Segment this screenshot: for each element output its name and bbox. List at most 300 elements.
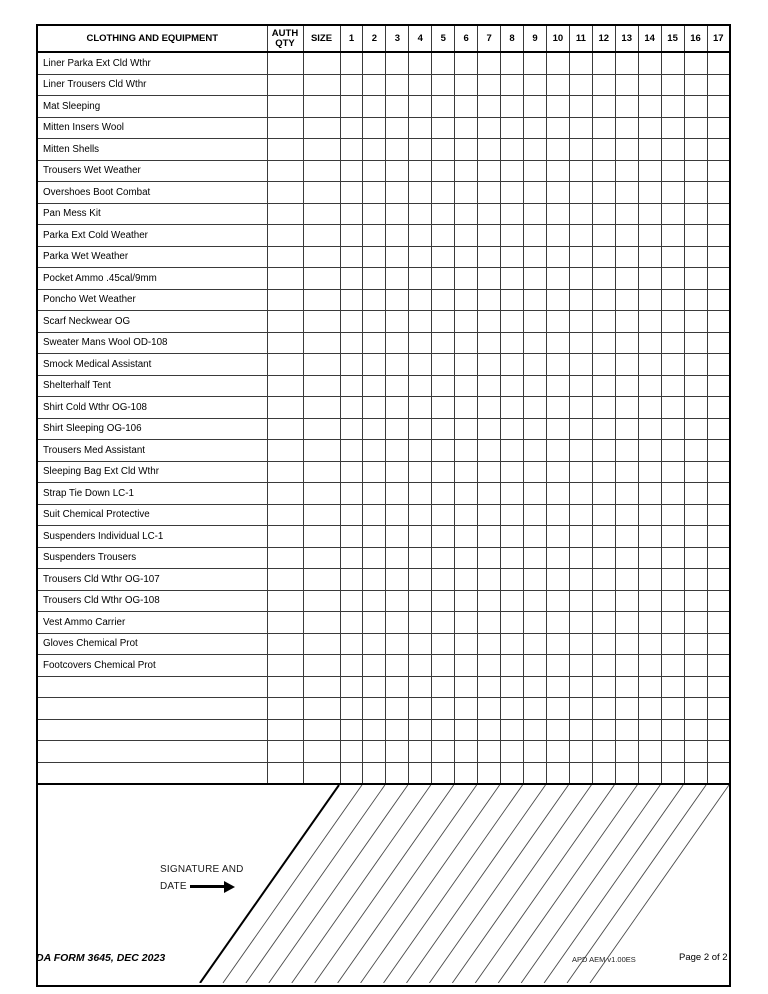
day-cell[interactable]: [707, 375, 730, 397]
day-cell[interactable]: [478, 483, 501, 505]
day-cell[interactable]: [546, 160, 569, 182]
day-cell[interactable]: [707, 74, 730, 96]
day-cell[interactable]: [707, 719, 730, 741]
day-cell[interactable]: [455, 461, 478, 483]
day-cell[interactable]: [501, 52, 524, 74]
day-cell[interactable]: [524, 719, 547, 741]
day-cell[interactable]: [661, 655, 684, 677]
day-cell[interactable]: [524, 74, 547, 96]
day-cell[interactable]: [524, 246, 547, 268]
day-cell[interactable]: [409, 440, 432, 462]
day-cell[interactable]: [386, 354, 409, 376]
day-cell[interactable]: [684, 246, 707, 268]
day-cell[interactable]: [592, 483, 615, 505]
day-cell[interactable]: [592, 569, 615, 591]
day-cell[interactable]: [501, 246, 524, 268]
day-cell[interactable]: [661, 225, 684, 247]
day-cell[interactable]: [592, 74, 615, 96]
day-cell[interactable]: [615, 311, 638, 333]
day-cell[interactable]: [661, 590, 684, 612]
day-cell[interactable]: [615, 526, 638, 548]
day-cell[interactable]: [569, 397, 592, 419]
day-cell[interactable]: [524, 289, 547, 311]
day-cell[interactable]: [409, 311, 432, 333]
day-cell[interactable]: [501, 160, 524, 182]
day-cell[interactable]: [638, 762, 661, 784]
day-cell[interactable]: [432, 526, 455, 548]
day-cell[interactable]: [592, 397, 615, 419]
day-cell[interactable]: [638, 354, 661, 376]
day-cell[interactable]: [432, 440, 455, 462]
day-cell[interactable]: [546, 526, 569, 548]
day-cell[interactable]: [546, 461, 569, 483]
day-cell[interactable]: [409, 225, 432, 247]
day-cell[interactable]: [638, 375, 661, 397]
size-cell[interactable]: [303, 397, 340, 419]
day-cell[interactable]: [592, 741, 615, 763]
size-cell[interactable]: [303, 633, 340, 655]
day-cell[interactable]: [478, 418, 501, 440]
day-cell[interactable]: [546, 289, 569, 311]
day-cell[interactable]: [409, 203, 432, 225]
day-cell[interactable]: [363, 612, 386, 634]
day-cell[interactable]: [363, 569, 386, 591]
day-cell[interactable]: [432, 139, 455, 161]
day-cell[interactable]: [386, 268, 409, 290]
day-cell[interactable]: [592, 762, 615, 784]
day-cell[interactable]: [615, 74, 638, 96]
day-cell[interactable]: [661, 612, 684, 634]
day-cell[interactable]: [546, 397, 569, 419]
day-cell[interactable]: [615, 332, 638, 354]
day-cell[interactable]: [363, 268, 386, 290]
day-cell[interactable]: [455, 246, 478, 268]
day-cell[interactable]: [386, 160, 409, 182]
size-cell[interactable]: [303, 375, 340, 397]
auth-qty-cell[interactable]: [267, 246, 303, 268]
day-cell[interactable]: [478, 311, 501, 333]
day-cell[interactable]: [524, 160, 547, 182]
day-cell[interactable]: [409, 52, 432, 74]
day-cell[interactable]: [409, 182, 432, 204]
day-cell[interactable]: [363, 504, 386, 526]
day-cell[interactable]: [432, 418, 455, 440]
day-cell[interactable]: [707, 397, 730, 419]
day-cell[interactable]: [592, 633, 615, 655]
day-cell[interactable]: [569, 461, 592, 483]
day-cell[interactable]: [638, 633, 661, 655]
size-cell[interactable]: [303, 74, 340, 96]
day-cell[interactable]: [363, 160, 386, 182]
day-cell[interactable]: [386, 569, 409, 591]
day-cell[interactable]: [409, 246, 432, 268]
day-cell[interactable]: [455, 96, 478, 118]
day-cell[interactable]: [363, 246, 386, 268]
auth-qty-cell[interactable]: [267, 52, 303, 74]
day-cell[interactable]: [409, 160, 432, 182]
day-cell[interactable]: [546, 139, 569, 161]
day-cell[interactable]: [569, 719, 592, 741]
day-cell[interactable]: [478, 440, 501, 462]
day-cell[interactable]: [569, 483, 592, 505]
day-cell[interactable]: [615, 418, 638, 440]
day-cell[interactable]: [478, 74, 501, 96]
day-cell[interactable]: [501, 698, 524, 720]
day-cell[interactable]: [592, 246, 615, 268]
day-cell[interactable]: [432, 719, 455, 741]
day-cell[interactable]: [340, 182, 363, 204]
day-cell[interactable]: [546, 612, 569, 634]
day-cell[interactable]: [432, 375, 455, 397]
day-cell[interactable]: [615, 741, 638, 763]
day-cell[interactable]: [455, 418, 478, 440]
day-cell[interactable]: [340, 52, 363, 74]
day-cell[interactable]: [340, 612, 363, 634]
day-cell[interactable]: [432, 332, 455, 354]
day-cell[interactable]: [638, 225, 661, 247]
day-cell[interactable]: [432, 203, 455, 225]
day-cell[interactable]: [524, 741, 547, 763]
day-cell[interactable]: [386, 182, 409, 204]
day-cell[interactable]: [409, 698, 432, 720]
day-cell[interactable]: [684, 268, 707, 290]
day-cell[interactable]: [661, 483, 684, 505]
size-cell[interactable]: [303, 440, 340, 462]
size-cell[interactable]: [303, 612, 340, 634]
day-cell[interactable]: [386, 612, 409, 634]
auth-qty-cell[interactable]: [267, 569, 303, 591]
day-cell[interactable]: [455, 440, 478, 462]
day-cell[interactable]: [592, 655, 615, 677]
day-cell[interactable]: [684, 569, 707, 591]
day-cell[interactable]: [592, 160, 615, 182]
day-cell[interactable]: [340, 117, 363, 139]
day-cell[interactable]: [684, 225, 707, 247]
day-cell[interactable]: [661, 504, 684, 526]
day-cell[interactable]: [455, 139, 478, 161]
day-cell[interactable]: [432, 268, 455, 290]
day-cell[interactable]: [501, 139, 524, 161]
day-cell[interactable]: [432, 52, 455, 74]
day-cell[interactable]: [546, 117, 569, 139]
day-cell[interactable]: [363, 719, 386, 741]
day-cell[interactable]: [363, 225, 386, 247]
day-cell[interactable]: [684, 289, 707, 311]
day-cell[interactable]: [340, 268, 363, 290]
day-cell[interactable]: [340, 74, 363, 96]
day-cell[interactable]: [524, 633, 547, 655]
day-cell[interactable]: [615, 569, 638, 591]
day-cell[interactable]: [409, 139, 432, 161]
day-cell[interactable]: [638, 139, 661, 161]
day-cell[interactable]: [363, 676, 386, 698]
day-cell[interactable]: [615, 139, 638, 161]
day-cell[interactable]: [546, 741, 569, 763]
day-cell[interactable]: [661, 203, 684, 225]
day-cell[interactable]: [478, 332, 501, 354]
day-cell[interactable]: [501, 332, 524, 354]
day-cell[interactable]: [615, 719, 638, 741]
day-cell[interactable]: [569, 203, 592, 225]
day-cell[interactable]: [363, 52, 386, 74]
day-cell[interactable]: [661, 569, 684, 591]
day-cell[interactable]: [363, 633, 386, 655]
day-cell[interactable]: [340, 762, 363, 784]
day-cell[interactable]: [592, 139, 615, 161]
day-cell[interactable]: [707, 268, 730, 290]
day-cell[interactable]: [661, 117, 684, 139]
day-cell[interactable]: [569, 612, 592, 634]
day-cell[interactable]: [592, 182, 615, 204]
day-cell[interactable]: [478, 547, 501, 569]
day-cell[interactable]: [707, 117, 730, 139]
auth-qty-cell[interactable]: [267, 182, 303, 204]
day-cell[interactable]: [546, 375, 569, 397]
size-cell[interactable]: [303, 719, 340, 741]
day-cell[interactable]: [707, 676, 730, 698]
day-cell[interactable]: [363, 741, 386, 763]
size-cell[interactable]: [303, 246, 340, 268]
day-cell[interactable]: [340, 418, 363, 440]
day-cell[interactable]: [340, 139, 363, 161]
day-cell[interactable]: [524, 483, 547, 505]
day-cell[interactable]: [386, 203, 409, 225]
day-cell[interactable]: [615, 547, 638, 569]
day-cell[interactable]: [501, 461, 524, 483]
day-cell[interactable]: [638, 547, 661, 569]
day-cell[interactable]: [340, 698, 363, 720]
day-cell[interactable]: [455, 762, 478, 784]
day-cell[interactable]: [707, 246, 730, 268]
day-cell[interactable]: [615, 52, 638, 74]
day-cell[interactable]: [363, 655, 386, 677]
size-cell[interactable]: [303, 96, 340, 118]
day-cell[interactable]: [592, 289, 615, 311]
day-cell[interactable]: [569, 676, 592, 698]
day-cell[interactable]: [340, 246, 363, 268]
day-cell[interactable]: [638, 117, 661, 139]
day-cell[interactable]: [661, 440, 684, 462]
day-cell[interactable]: [546, 182, 569, 204]
day-cell[interactable]: [478, 139, 501, 161]
day-cell[interactable]: [432, 311, 455, 333]
day-cell[interactable]: [340, 483, 363, 505]
day-cell[interactable]: [592, 96, 615, 118]
day-cell[interactable]: [386, 332, 409, 354]
day-cell[interactable]: [707, 96, 730, 118]
auth-qty-cell[interactable]: [267, 547, 303, 569]
auth-qty-cell[interactable]: [267, 289, 303, 311]
day-cell[interactable]: [501, 569, 524, 591]
size-cell[interactable]: [303, 117, 340, 139]
day-cell[interactable]: [501, 289, 524, 311]
day-cell[interactable]: [455, 160, 478, 182]
day-cell[interactable]: [478, 182, 501, 204]
day-cell[interactable]: [501, 418, 524, 440]
day-cell[interactable]: [546, 268, 569, 290]
day-cell[interactable]: [684, 504, 707, 526]
day-cell[interactable]: [546, 418, 569, 440]
day-cell[interactable]: [615, 375, 638, 397]
day-cell[interactable]: [455, 483, 478, 505]
day-cell[interactable]: [501, 117, 524, 139]
day-cell[interactable]: [524, 590, 547, 612]
day-cell[interactable]: [478, 397, 501, 419]
auth-qty-cell[interactable]: [267, 74, 303, 96]
day-cell[interactable]: [707, 52, 730, 74]
day-cell[interactable]: [707, 418, 730, 440]
day-cell[interactable]: [615, 397, 638, 419]
day-cell[interactable]: [707, 160, 730, 182]
day-cell[interactable]: [661, 311, 684, 333]
day-cell[interactable]: [524, 569, 547, 591]
auth-qty-cell[interactable]: [267, 719, 303, 741]
day-cell[interactable]: [501, 96, 524, 118]
day-cell[interactable]: [432, 397, 455, 419]
day-cell[interactable]: [615, 268, 638, 290]
size-cell[interactable]: [303, 526, 340, 548]
day-cell[interactable]: [638, 719, 661, 741]
day-cell[interactable]: [386, 504, 409, 526]
day-cell[interactable]: [340, 461, 363, 483]
day-cell[interactable]: [592, 698, 615, 720]
day-cell[interactable]: [592, 311, 615, 333]
day-cell[interactable]: [707, 504, 730, 526]
day-cell[interactable]: [432, 182, 455, 204]
size-cell[interactable]: [303, 289, 340, 311]
day-cell[interactable]: [386, 311, 409, 333]
day-cell[interactable]: [707, 569, 730, 591]
auth-qty-cell[interactable]: [267, 461, 303, 483]
day-cell[interactable]: [363, 547, 386, 569]
day-cell[interactable]: [340, 160, 363, 182]
day-cell[interactable]: [501, 762, 524, 784]
day-cell[interactable]: [478, 655, 501, 677]
day-cell[interactable]: [455, 504, 478, 526]
day-cell[interactable]: [546, 547, 569, 569]
day-cell[interactable]: [409, 483, 432, 505]
day-cell[interactable]: [386, 762, 409, 784]
day-cell[interactable]: [615, 289, 638, 311]
day-cell[interactable]: [363, 289, 386, 311]
day-cell[interactable]: [661, 633, 684, 655]
auth-qty-cell[interactable]: [267, 590, 303, 612]
day-cell[interactable]: [661, 461, 684, 483]
day-cell[interactable]: [684, 139, 707, 161]
day-cell[interactable]: [409, 655, 432, 677]
size-cell[interactable]: [303, 547, 340, 569]
day-cell[interactable]: [340, 225, 363, 247]
day-cell[interactable]: [501, 547, 524, 569]
day-cell[interactable]: [363, 483, 386, 505]
auth-qty-cell[interactable]: [267, 311, 303, 333]
day-cell[interactable]: [409, 633, 432, 655]
day-cell[interactable]: [363, 182, 386, 204]
day-cell[interactable]: [386, 655, 409, 677]
day-cell[interactable]: [432, 225, 455, 247]
day-cell[interactable]: [478, 268, 501, 290]
day-cell[interactable]: [707, 612, 730, 634]
day-cell[interactable]: [546, 74, 569, 96]
day-cell[interactable]: [501, 203, 524, 225]
day-cell[interactable]: [615, 203, 638, 225]
day-cell[interactable]: [501, 633, 524, 655]
day-cell[interactable]: [386, 440, 409, 462]
day-cell[interactable]: [684, 375, 707, 397]
day-cell[interactable]: [363, 526, 386, 548]
size-cell[interactable]: [303, 52, 340, 74]
day-cell[interactable]: [409, 289, 432, 311]
day-cell[interactable]: [707, 182, 730, 204]
day-cell[interactable]: [524, 676, 547, 698]
day-cell[interactable]: [501, 504, 524, 526]
day-cell[interactable]: [546, 633, 569, 655]
day-cell[interactable]: [661, 268, 684, 290]
day-cell[interactable]: [455, 397, 478, 419]
day-cell[interactable]: [432, 74, 455, 96]
day-cell[interactable]: [455, 354, 478, 376]
day-cell[interactable]: [363, 762, 386, 784]
day-cell[interactable]: [409, 569, 432, 591]
day-cell[interactable]: [455, 612, 478, 634]
day-cell[interactable]: [684, 655, 707, 677]
day-cell[interactable]: [386, 96, 409, 118]
day-cell[interactable]: [340, 526, 363, 548]
day-cell[interactable]: [478, 612, 501, 634]
day-cell[interactable]: [524, 461, 547, 483]
day-cell[interactable]: [340, 96, 363, 118]
day-cell[interactable]: [455, 633, 478, 655]
day-cell[interactable]: [661, 246, 684, 268]
day-cell[interactable]: [409, 96, 432, 118]
day-cell[interactable]: [707, 633, 730, 655]
day-cell[interactable]: [386, 418, 409, 440]
day-cell[interactable]: [432, 633, 455, 655]
day-cell[interactable]: [340, 332, 363, 354]
day-cell[interactable]: [615, 182, 638, 204]
day-cell[interactable]: [661, 52, 684, 74]
day-cell[interactable]: [707, 289, 730, 311]
day-cell[interactable]: [386, 246, 409, 268]
auth-qty-cell[interactable]: [267, 160, 303, 182]
day-cell[interactable]: [546, 203, 569, 225]
day-cell[interactable]: [478, 698, 501, 720]
day-cell[interactable]: [524, 612, 547, 634]
day-cell[interactable]: [386, 74, 409, 96]
day-cell[interactable]: [592, 719, 615, 741]
day-cell[interactable]: [615, 117, 638, 139]
day-cell[interactable]: [661, 289, 684, 311]
day-cell[interactable]: [638, 440, 661, 462]
day-cell[interactable]: [386, 397, 409, 419]
day-cell[interactable]: [455, 74, 478, 96]
day-cell[interactable]: [478, 526, 501, 548]
day-cell[interactable]: [524, 225, 547, 247]
day-cell[interactable]: [386, 698, 409, 720]
day-cell[interactable]: [615, 612, 638, 634]
day-cell[interactable]: [340, 440, 363, 462]
day-cell[interactable]: [478, 225, 501, 247]
day-cell[interactable]: [684, 719, 707, 741]
day-cell[interactable]: [432, 96, 455, 118]
size-cell[interactable]: [303, 311, 340, 333]
day-cell[interactable]: [684, 762, 707, 784]
day-cell[interactable]: [707, 590, 730, 612]
auth-qty-cell[interactable]: [267, 375, 303, 397]
day-cell[interactable]: [340, 289, 363, 311]
day-cell[interactable]: [569, 504, 592, 526]
day-cell[interactable]: [455, 289, 478, 311]
